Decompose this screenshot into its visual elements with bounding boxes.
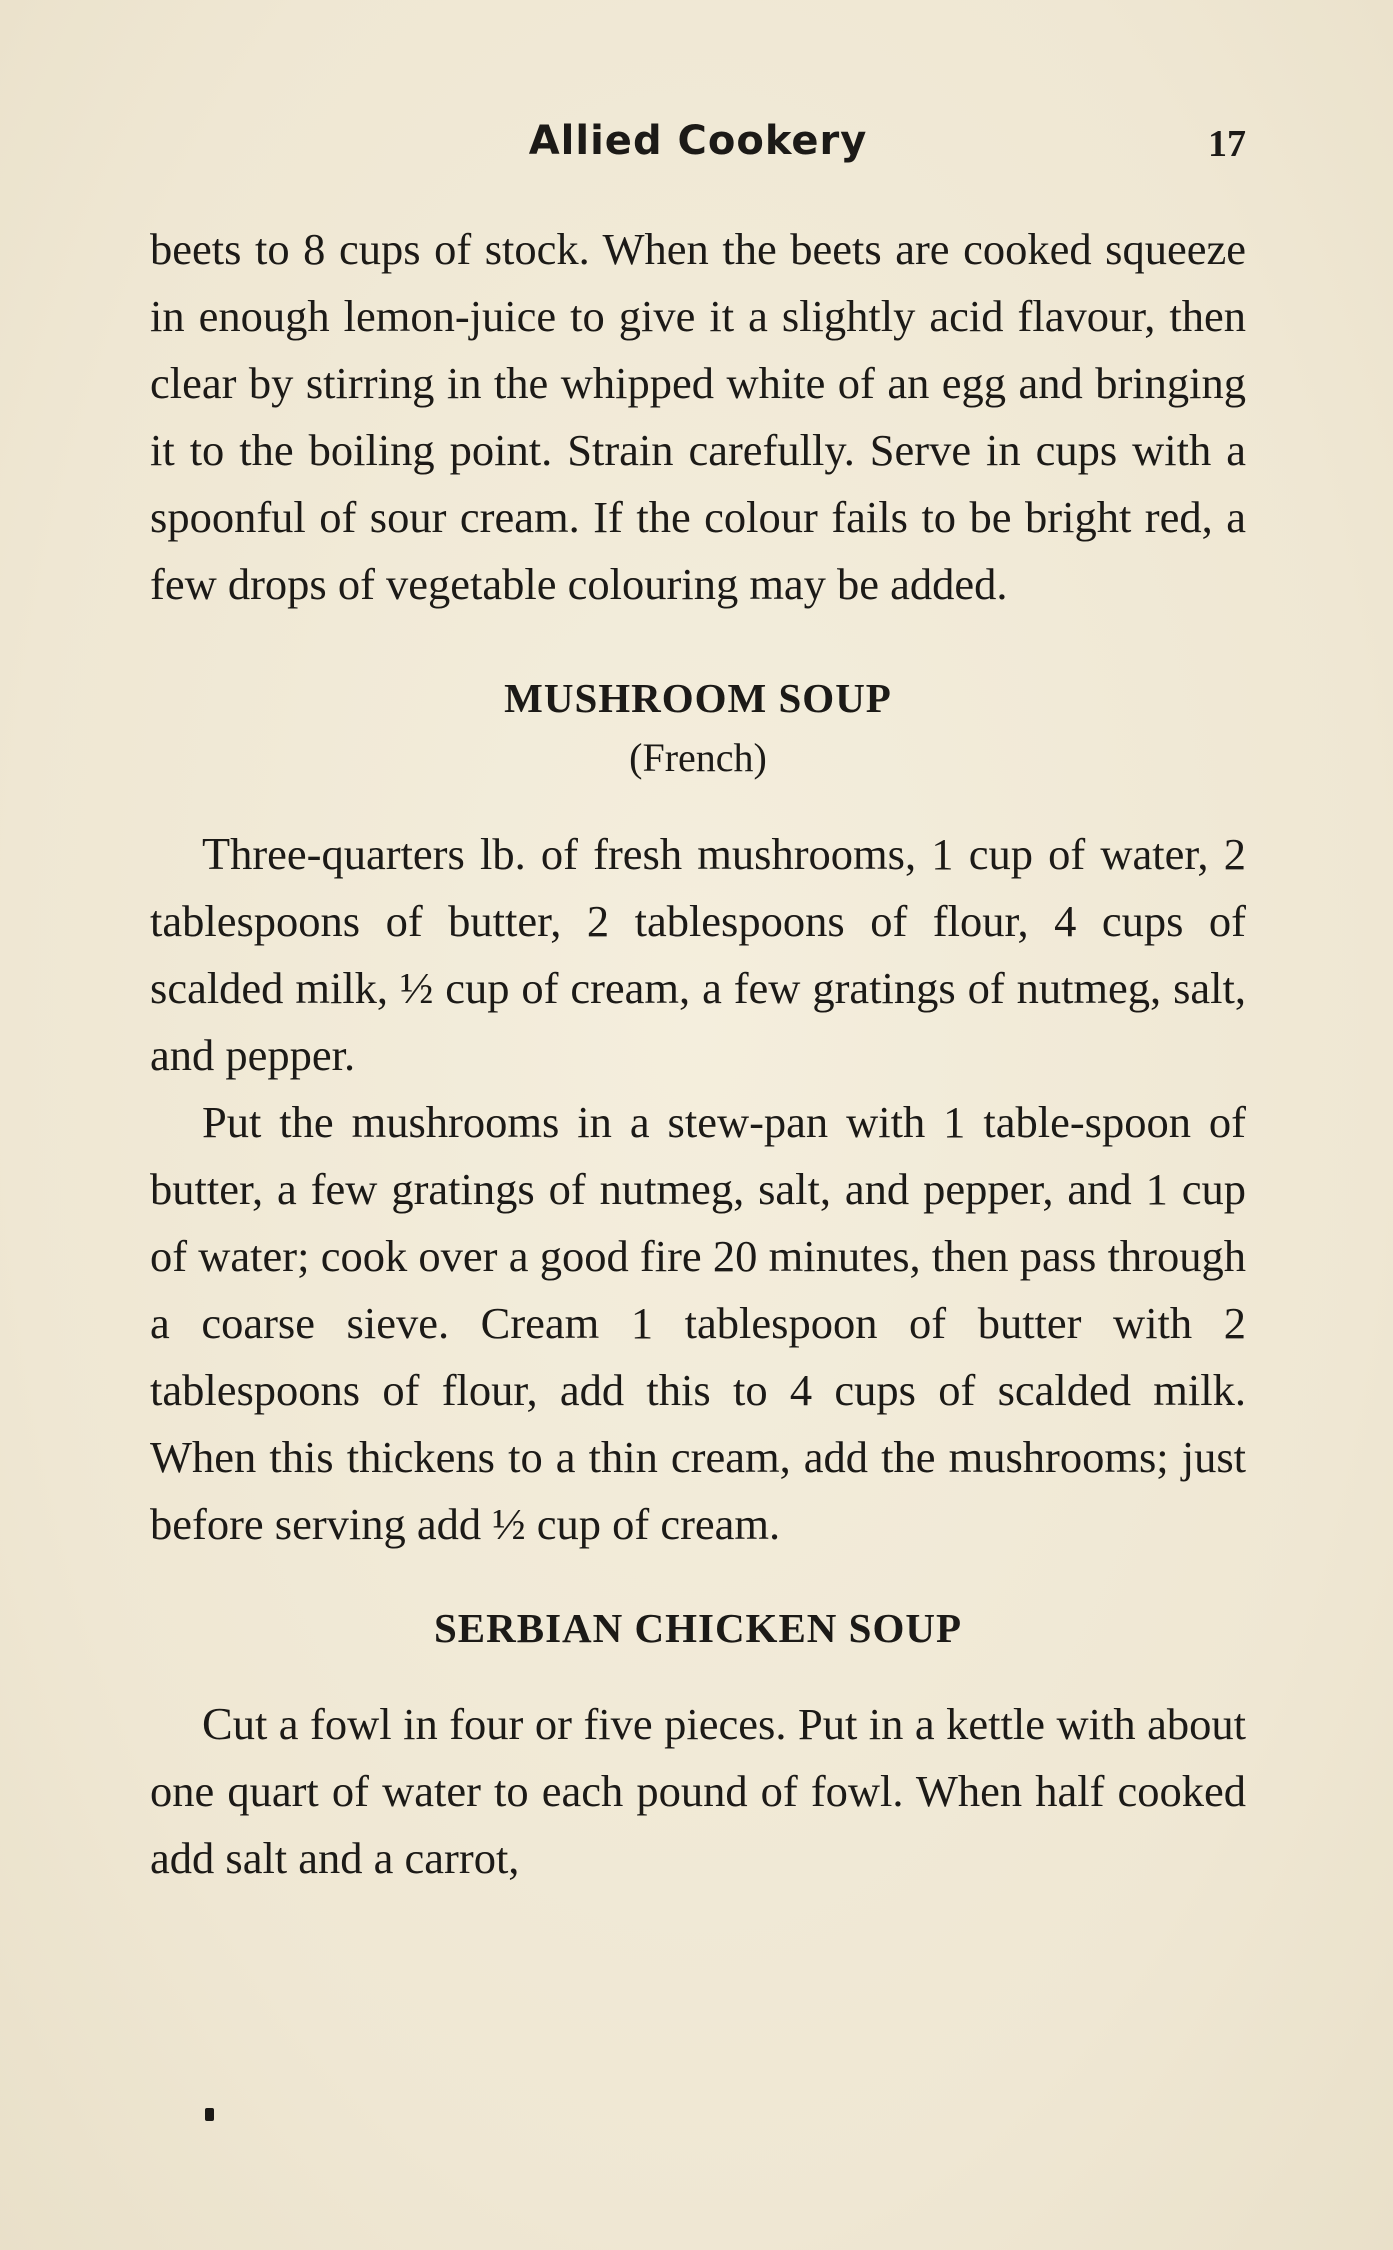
- serbian-text: ut a fowl in four or five pieces. Put in a kettle with about one quart of water to each pound of fowl. When half cooked add salt and a carrot,: [150, 1699, 1246, 1883]
- page-number: 17: [1208, 123, 1246, 165]
- text-block: [150, 216, 1246, 1892]
- continued-paragraph: beets to 8 cups of stock. When the beets are cooked squeeze in enough lemon-juice to give it a slightly acid flavour, then clear by stirring in the whipped white of an egg and bringing it to the boiling point. Strain carefully. Serve in cups with a spoonful of sour cream. If the colour fails to be bright red, a few drops of vegetable colouring may be added.: [150, 224, 1246, 609]
- initial-letter: C: [202, 1698, 233, 1749]
- spacer: [150, 1658, 1246, 1690]
- recipe-title-serbian-chicken-soup: SERBIAN CHICKEN SOUP: [433, 1605, 963, 1651]
- spacer: [150, 618, 1246, 668]
- initial-letter: T: [202, 828, 231, 879]
- method-paragraph: Put the mushrooms in a stew-pan with 1 table-spoon of butter, a few gratings of nutmeg, salt, and pepper, and 1 cup of water; cook over a good fire 20 minutes, then pass through a coarse sieve. Cream 1 tablespoon of butter with 2 tablespoons of flour, add this to 4 cups of scalded milk. When this thickens to a thin cream, add the mushrooms; just before serving add ½ cup of cream.: [150, 1097, 1246, 1549]
- ink-speck: [205, 2108, 214, 2121]
- ingredients-text: hree-quarters lb. of fresh mushrooms, 1 cup of water, 2 tablespoons of butter, 2 tablespoons of flour, 4 cups of scalded milk, ½ cup of cream, a few gratings of nutmeg, salt, and pepper.: [150, 829, 1246, 1080]
- running-head: [150, 118, 1246, 178]
- recipe-subtitle-mushroom-soup: (French): [629, 735, 767, 780]
- spacer: [150, 788, 1246, 820]
- running-title: Allied Cookery: [528, 118, 868, 164]
- recipe-title-mushroom-soup: MUSHROOM SOUP: [504, 675, 892, 721]
- ingredients-paragraph: [150, 820, 1246, 1089]
- spacer: [150, 1558, 1246, 1598]
- serbian-paragraph: [150, 1690, 1246, 1892]
